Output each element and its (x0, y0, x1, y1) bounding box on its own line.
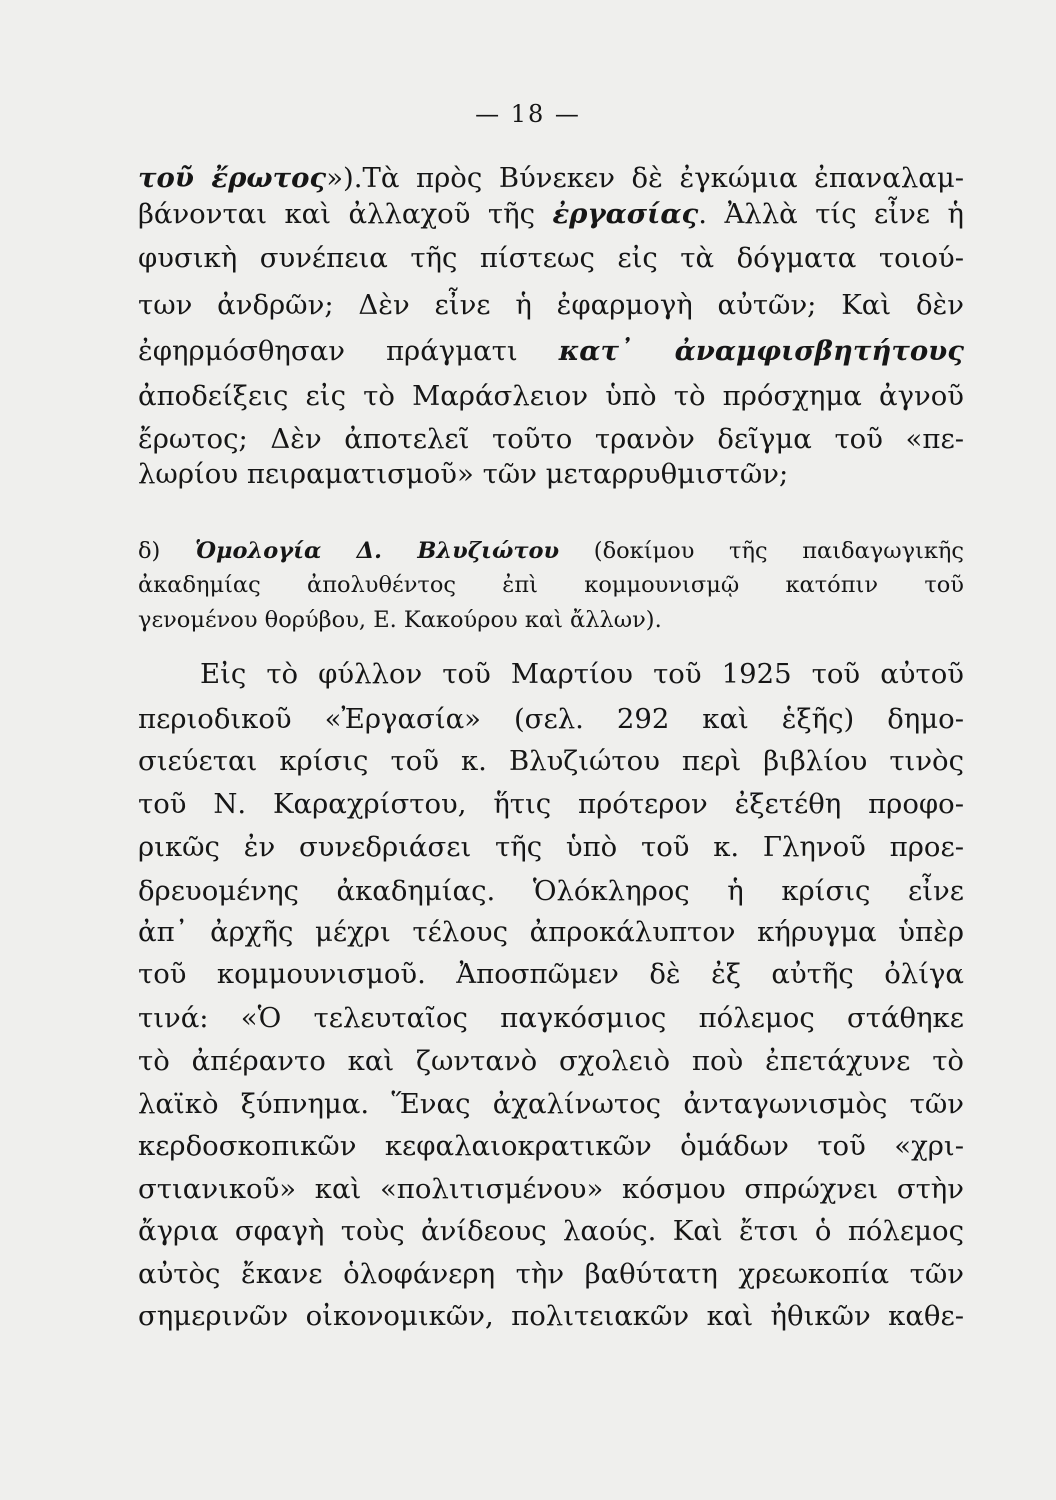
line-text: ἐφηρμόσθησαν πράγματι (138, 335, 559, 367)
paragraph-2-line-2: περιοδικοῦ «Ἐργασία» (σελ. 292 καὶ ἑξῆς) δημο- (138, 703, 964, 735)
line-text: »).Τὰ πρὸς Βύνεκεν δὲ ἐγκώμια ἐπαναλαμ- (326, 162, 965, 194)
paragraph-2-line-5: ρικῶς ἐν συνεδριάσει τῆς ὑπὸ τοῦ κ. Γληνοῦ προε- (138, 831, 964, 863)
paragraph-2-line-11: λαϊκὸ ξύπνημα. Ἕνας ἀχαλίνωτος ἀνταγωνισμὸς τῶν (138, 1088, 964, 1120)
emphasis-text: κατ᾽ ἀναμφισβητήτους (558, 335, 964, 367)
paragraph-2-line-8: τοῦ κομμουνισμοῦ. Ἀποσπῶμεν δὲ ἐξ αὐτῆς ὀλίγα (138, 958, 964, 990)
paragraph-2-line-7: ἀπ᾽ ἀρχῆς μέχρι τέλους ἀπροκάλυπτον κήρυγμα ὑπὲρ (138, 916, 964, 948)
page-number: — 18 — (475, 100, 581, 128)
paragraph-2-line-9: τινά: «Ὁ τελευταῖος παγκόσμιος πόλεμος στάθηκε (138, 1002, 964, 1034)
emphasis-text: τοῦ ἔρωτος (138, 162, 327, 194)
paragraph-2-line-16: σημερινῶν οἰκονομικῶν, πολιτειακῶν καὶ ἠθικῶν καθε- (138, 1300, 964, 1332)
paragraph-1-line-6: ἀποδείξεις εἰς τὸ Μαράσλειον ὑπὸ τὸ πρόσχημα ἀγνοῦ (138, 380, 964, 412)
section-marker: δ) (138, 538, 195, 564)
paragraph-2-line-15: αὐτὸς ἔκανε ὁλοφάνερη τὴν βαθύτατη χρεωκοπία τῶν (138, 1258, 964, 1290)
line-text: βάνονται καὶ ἀλλαχοῦ τῆς (138, 198, 553, 230)
paragraph-1-line-4: των ἀνδρῶν; Δὲν εἶνε ἡ ἐφαρμογὴ αὐτῶν; Καὶ δὲν (138, 289, 964, 321)
paragraph-2-line-3: σιεύεται κρίσις τοῦ κ. Βλυζιώτου περὶ βιβλίου τινὸς (138, 745, 964, 777)
section-heading-line-2: ἀκαδημίας ἀπολυθέντος ἐπὶ κομμουνισμῷ κατόπιν τοῦ (138, 572, 964, 598)
paragraph-1-line-2 (138, 196, 964, 232)
paragraph-1-line-7: ἔρωτος; Δὲν ἀποτελεῖ τοῦτο τρανὸν δεῖγμα τοῦ «πε- (138, 423, 964, 455)
paragraph-1-line-8: λωρίου πειραματισμοῦ» τῶν μεταρρυθμιστῶν; (138, 458, 789, 490)
paragraph-2-line-1: Εἰς τὸ φύλλον τοῦ Μαρτίου τοῦ 1925 τοῦ αὐτοῦ (200, 658, 964, 690)
paragraph-2-line-10: τὸ ἀπέραντο καὶ ζωντανὸ σχολειὸ ποὺ ἐπετάχυνε τὸ (138, 1045, 964, 1077)
paragraph-2-line-4: τοῦ Ν. Καραχρίστου, ἥτις πρότερον ἐξετέθη προφο- (138, 788, 964, 820)
paragraph-2-line-13: στιανικοῦ» καὶ «πολιτισμένου» κόσμου σπρώχνει στὴν (138, 1173, 964, 1205)
paragraph-2-line-12: κερδοσκοπικῶν κεφαλαιοκρατικῶν ὁμάδων τοῦ «χρι- (138, 1130, 964, 1162)
paragraph-1-line-3: φυσικὴ συνέπεια τῆς πίστεως εἰς τὰ δόγματα τοιού- (138, 242, 964, 274)
section-heading-line-1 (138, 536, 964, 566)
emphasis-text: ἐργασίας (552, 198, 699, 230)
paragraph-2-line-6: δρευομένης ἀκαδημίας. Ὁλόκληρος ἡ κρίσις εἶνε (138, 875, 964, 907)
line-text: . Ἀλλὰ τίς εἶνε ἡ (698, 198, 964, 230)
paragraph-1-line-5 (138, 333, 964, 369)
line-text: (δοκίμου τῆς παιδαγωγικῆς (559, 538, 964, 564)
paragraph-1-line-1 (138, 160, 964, 196)
section-heading-line-3: γενομένου θορύβου, Ε. Κακούρου καὶ ἄλλων). (138, 607, 662, 633)
paragraph-2-line-14: ἄγρια σφαγὴ τοὺς ἀνίδεους λαούς. Καὶ ἔτσι ὁ πόλεμος (138, 1215, 964, 1247)
section-title: Ὁμολογία Δ. Βλυζιώτου (195, 538, 560, 564)
